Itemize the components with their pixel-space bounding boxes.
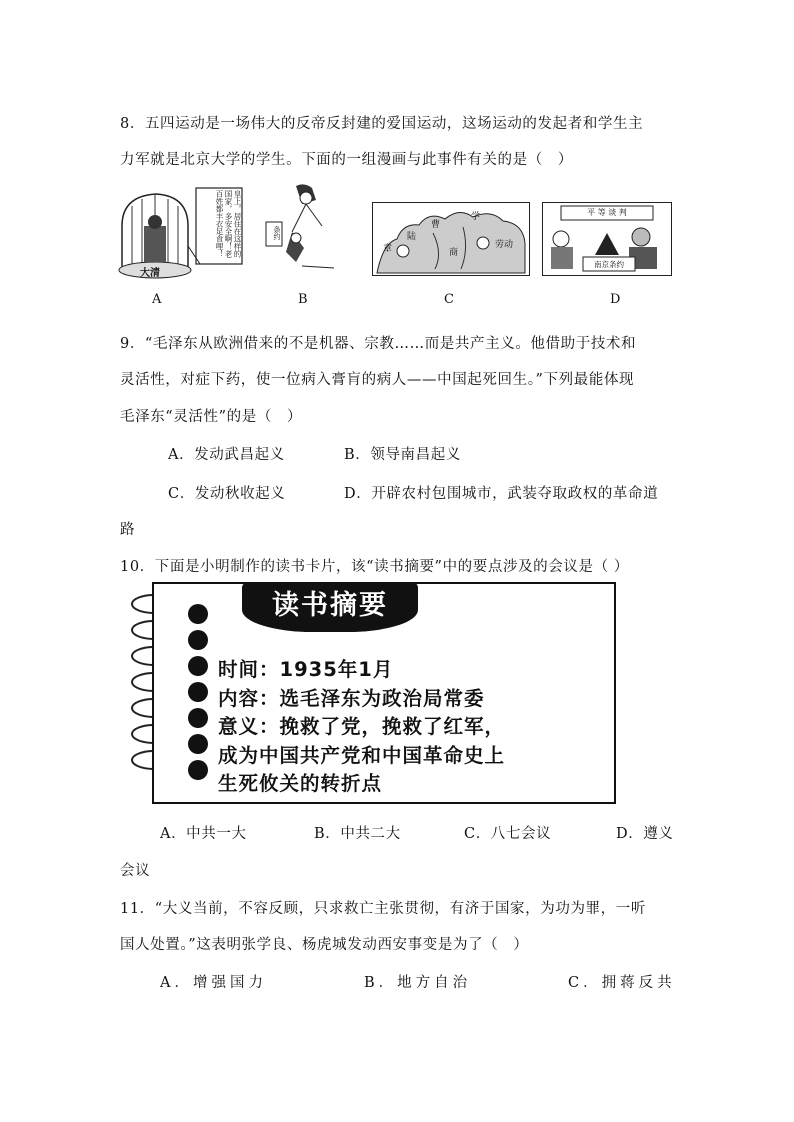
q10-option-b[interactable]: B．中共二大 — [314, 826, 401, 842]
q10-option-a[interactable]: A．中共一大 — [160, 826, 247, 842]
card-line-significance-3: 生死攸关的转折点 — [218, 772, 383, 795]
cartoon-b-caption: B — [298, 292, 308, 307]
cartoon-c-word-1: 学 — [471, 212, 481, 222]
card-line-significance: 意义：挽救了党，挽救了红军， — [218, 715, 506, 738]
card-title: 读书摘要 — [242, 582, 418, 632]
cartoon-c-word-2: 曹 — [431, 220, 441, 230]
cartoon-c — [372, 202, 530, 276]
q10-stem-line1: 10．下面是小明制作的读书卡片，该“读书摘要”中的要点涉及的会议是（ ） — [120, 559, 629, 575]
card-line-time: 时间：1935年1月 — [218, 658, 394, 681]
cartoon-a-tag: 大清 — [140, 268, 160, 279]
q9-option-d[interactable]: D．开辟农村包围城市，武装夺取政权的革命道 — [344, 486, 659, 502]
cartoon-c-word-4: 章 — [383, 244, 393, 254]
card-line-significance-2: 成为中国共产党和中国革命史上 — [218, 744, 506, 767]
q8-stem-line1: 8．五四运动是一场伟大的反帝反封建的爱国运动，这场运动的发起者和学生主 — [120, 116, 644, 132]
card-ring-hole — [188, 682, 208, 702]
cartoon-c-word-5: 商 — [449, 248, 459, 258]
q8-stem-line2: 力军就是北京大学的学生。下面的一组漫画与此事件有关的是（ ） — [120, 152, 573, 168]
cartoon-d-plate: 南京条约 — [594, 260, 624, 269]
q9-stem-line2: 灵活性，对症下药，使一位病入膏肓的病人——中国起死回生。”下列最能体现 — [120, 372, 635, 388]
cartoon-a — [116, 186, 244, 280]
q11-stem-line1: 11．“大义当前，不容反顾，只求救亡主张贯彻，有济于国家，为功为罪，一听 — [120, 901, 646, 917]
card-ring-hole — [188, 604, 208, 624]
cartoon-b-sign: 条约 — [273, 226, 281, 240]
q9-option-b[interactable]: B．领导南昌起义 — [344, 447, 461, 463]
q9-option-c[interactable]: C．发动秋收起义 — [168, 486, 286, 502]
cartoon-c-word-3: 陆 — [407, 232, 417, 242]
card-ring-hole — [188, 630, 208, 650]
q10-option-c[interactable]: C．八七会议 — [464, 826, 552, 842]
cartoon-d-banner: 平 等 谈 判 — [587, 208, 627, 217]
cartoon-a-speech-bubble: 皇上，居住在这样的国家，多安全啊！老百姓都丰衣足食哩！ — [215, 190, 242, 258]
q9-option-a[interactable]: A．发动武昌起义 — [168, 447, 285, 463]
card-ring-hole — [188, 656, 208, 676]
q9-option-d-continuation: 路 — [120, 522, 136, 538]
q9-stem-line1: 9．“毛泽东从欧洲借来的不是机器、宗教……而是共产主义。他借助于技术和 — [120, 336, 637, 352]
reading-card — [152, 582, 616, 804]
cartoon-d — [542, 202, 672, 276]
card-ring-hole — [188, 708, 208, 728]
cartoon-d-caption: D — [610, 292, 621, 307]
q11-stem-line2: 国人处置。”这表明张学良、杨虎城发动西安事变是为了（ ） — [120, 937, 529, 953]
q11-option-a[interactable]: A．增强国力 — [160, 975, 267, 991]
card-line-content: 内容：选毛泽东为政治局常委 — [218, 687, 485, 710]
card-ring-hole — [188, 734, 208, 754]
q11-option-b[interactable]: B．地方自治 — [364, 975, 472, 991]
cartoon-a-caption: A — [152, 292, 162, 307]
q10-option-d-continuation: 会议 — [120, 863, 151, 879]
cartoon-c-word-6: 劳动 — [495, 240, 514, 250]
cartoon-c-caption: C — [444, 292, 454, 307]
q11-option-c[interactable]: C．拥蒋反共 — [568, 975, 676, 991]
q10-option-d[interactable]: D．遵义 — [616, 826, 674, 842]
cartoon-b — [262, 182, 342, 278]
q9-stem-line3: 毛泽东“灵活性”的是（ ） — [120, 409, 303, 425]
card-ring-hole — [188, 760, 208, 780]
